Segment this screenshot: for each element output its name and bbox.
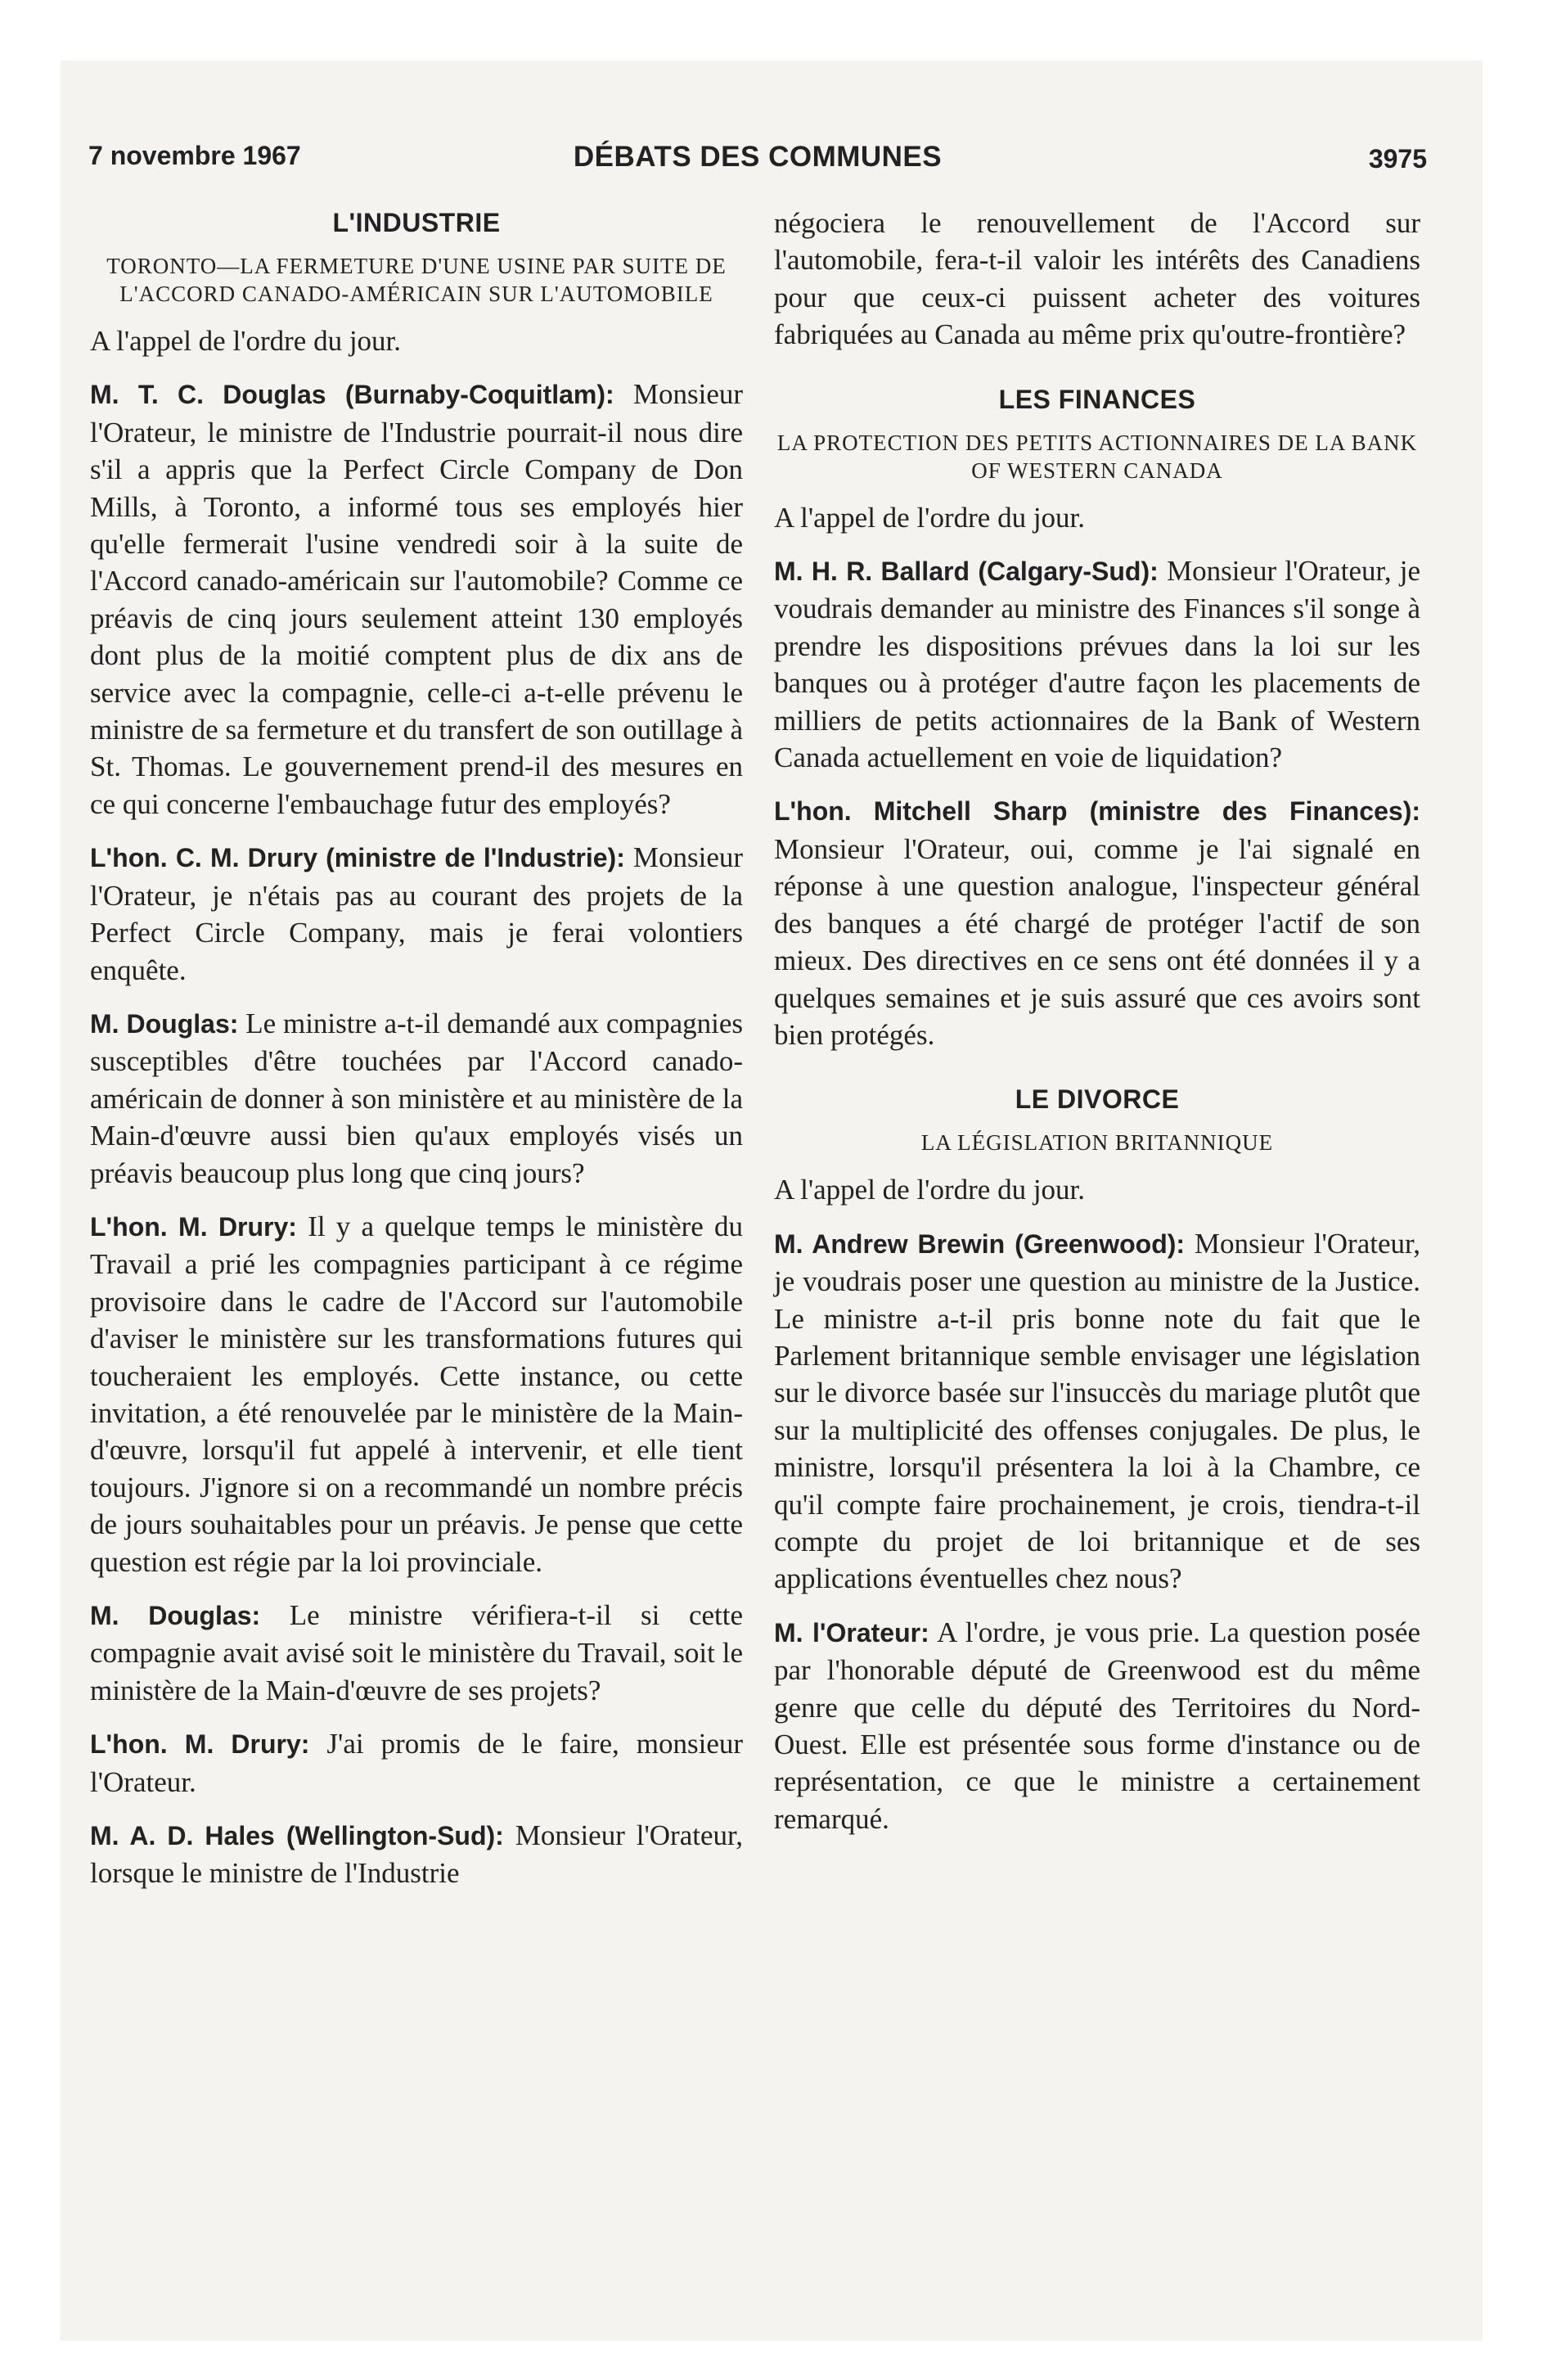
speech-paragraph: [774, 1225, 1420, 1598]
speaker-name: M. Douglas:: [90, 1601, 261, 1630]
speech-text: A l'ordre, je vous prie. La question posée par l'honorable député de Greenwood est du même genre que celle du député des Territoires du Nord-Ouest. Elle est présentée sous forme d'instance ou de représentation, ce que le ministre a certainement remarqué.: [774, 1616, 1420, 1835]
speaker-name: M. H. R. Ballard (Calgary-Sud):: [774, 557, 1159, 587]
speech-paragraph: [90, 1208, 743, 1580]
section-title-finances: LES FINANCES: [998, 384, 1196, 414]
page-number: 3975: [1368, 144, 1427, 174]
section-subtitle-divorce: LA LÉGISLATION BRITANNIQUE: [920, 1130, 1274, 1156]
left-column: [90, 205, 743, 1892]
speech-text: Monsieur l'Orateur, lorsque le ministre de l'Industrie: [90, 1819, 744, 1890]
speech-paragraph: [774, 1614, 1420, 1837]
order-of-day-intro: A l'appel de l'ordre du jour.: [90, 325, 402, 357]
speaker-name: L'hon. M. Drury:: [90, 1211, 297, 1242]
speech-text: Monsieur l'Orateur, oui, comme je l'ai signalé en réponse à une question analogue, l'inspecteur général des banques a été chargé de protéger l'actif de son mieux. Des directives en ce sens ont été données il y a quelques semaines et je suis assuré que ces avoirs sont bien protégés.: [774, 832, 1420, 1051]
speaker-name: L'hon. M. Drury:: [90, 1729, 310, 1760]
speech-paragraph: [774, 552, 1420, 776]
speech-paragraph: [90, 1597, 743, 1709]
section-subtitle-finances: LA PROTECTION DES PETITS ACTIONNAIRES DE LA BANK OF WESTERN CANADA: [776, 430, 1418, 483]
speech-paragraph: [774, 792, 1420, 1053]
speaker-name: L'hon. C. M. Drury (ministre de l'Industrie):: [90, 843, 625, 873]
speech-text: Monsieur l'Orateur, je voudrais demander au ministre des Finances s'il songe à prendre les dispositions prévues dans la loi sur les banques ou à protéger d'autre façon les placements de milliers de petits actionnaires de la Bank of Western Canada actuellement en voie de liquidation?: [774, 555, 1421, 774]
speech-paragraph: [90, 1005, 743, 1192]
speaker-name: L'hon. Mitchell Sharp (ministre des Finances):: [774, 796, 1420, 827]
speaker-name: M. l'Orateur:: [774, 1617, 929, 1648]
right-column: [774, 205, 1420, 1837]
speech-text: Monsieur l'Orateur, le ministre de l'Industrie pourrait-il nous dire s'il a appris que la Perfect Circle Company de Don Mills, à Toronto, a informé tous ses employés hier qu'elle fermerait l'usine vendredi soir à la suite de l'Accord canado-américain sur l'automobile? Comme ce préavis de cinq jours seulement atteint 130 employés dont plus de la moitié comptent plus de dix ans de service avec la compagnie, celle-ci a-t-elle prévenu le ministre de sa fermeture et du transfert de son outillage à St. Thomas. Le gouvernement prend-il des mesures en ce qui concerne l'embauchage futur des employés?: [90, 378, 744, 820]
page-header: [88, 141, 1427, 187]
section-title-divorce: LE DIVORCE: [1015, 1084, 1180, 1115]
section-title-industrie: L'INDUSTRIE: [332, 208, 501, 237]
speech-paragraph: [90, 1817, 743, 1892]
header-date: 7 novembre 1967: [88, 141, 301, 170]
speech-paragraph: [90, 839, 743, 989]
speaker-name: M. T. C. Douglas (Burnaby-Coquitlam):: [90, 380, 614, 410]
speaker-name: M. A. D. Hales (Wellington-Sud):: [90, 1821, 504, 1851]
order-of-day-intro: A l'appel de l'ordre du jour.: [774, 501, 1086, 534]
speech-text: Monsieur l'Orateur, je n'étais pas au courant des projets de la Perfect Circle Company, mais je ferai volontiers enquête.: [90, 841, 744, 986]
speech-paragraph: [90, 376, 743, 823]
order-of-day-intro: A l'appel de l'ordre du jour.: [774, 1174, 1086, 1206]
speech-text: J'ai promis de le faire, monsieur l'Orateur.: [90, 1728, 744, 1798]
speaker-name: M. Douglas:: [90, 1008, 239, 1039]
speech-text: Monsieur l'Orateur, je voudrais poser une question au ministre de la Justice. Le ministre a-t-il pris bonne note du fait que le Parlement britannique semble envisager une législation sur le divorce basée sur l'insuccès du mariage plutôt que sur la multiplicité des offenses conjugales. De plus, le ministre, lorsqu'il présentera la loi à la Chambre, ce qu'il compte faire prochainement, je crois, tiendra-t-il compte du projet de loi britannique et de ses applications éventuelles chez nous?: [774, 1227, 1421, 1595]
speech-paragraph: [90, 1725, 743, 1801]
speech-text: Il y a quelque temps le ministère du Travail a prié les compagnies participant à ce régime provisoire dans le cadre de l'Accord sur l'automobile d'aviser le ministère sur les transformations futures qui toucheraient les employés. Cette instance, ou cette invitation, a été renouvelée par le ministère de la Main-d'œuvre, lorsqu'il fut appelé à intervenir, et elle tient toujours. J'ignore si on a recommandé un nombre précis de jours souhaitables pour un préavis. Je pense que cette question est régie par la loi provinciale.: [90, 1210, 744, 1578]
speech-text: Le ministre a-t-il demandé aux compagnies susceptibles d'être touchées par l'Accord canado-américain de donner à son ministère et au ministère de la Main-d'œuvre aussi bien qu'aux employés visés un préavis beaucoup plus long que cinq jours?: [90, 1007, 744, 1189]
speaker-name: M. Andrew Brewin (Greenwood):: [774, 1228, 1186, 1259]
section-subtitle-industrie: TORONTO—LA FERMETURE D'UNE USINE PAR SUITE DE L'ACCORD CANADO-AMÉRICAIN SUR L'AUTOMOBILE: [106, 254, 727, 306]
continued-paragraph: négociera le renouvellement de l'Accord sur l'automobile, fera-t-il valoir les intérêts des Canadiens pour que ceux-ci puissent acheter des voitures fabriquées au Canada au même prix qu'outre-frontière?: [774, 207, 1420, 351]
speech-text: Le ministre vérifiera-t-il si cette compagnie avait avisé soit le ministère du Travail, soit le ministère de la Main-d'œuvre de ses projets?: [90, 1599, 744, 1706]
header-title: DÉBATS DES COMMUNES: [573, 141, 943, 173]
